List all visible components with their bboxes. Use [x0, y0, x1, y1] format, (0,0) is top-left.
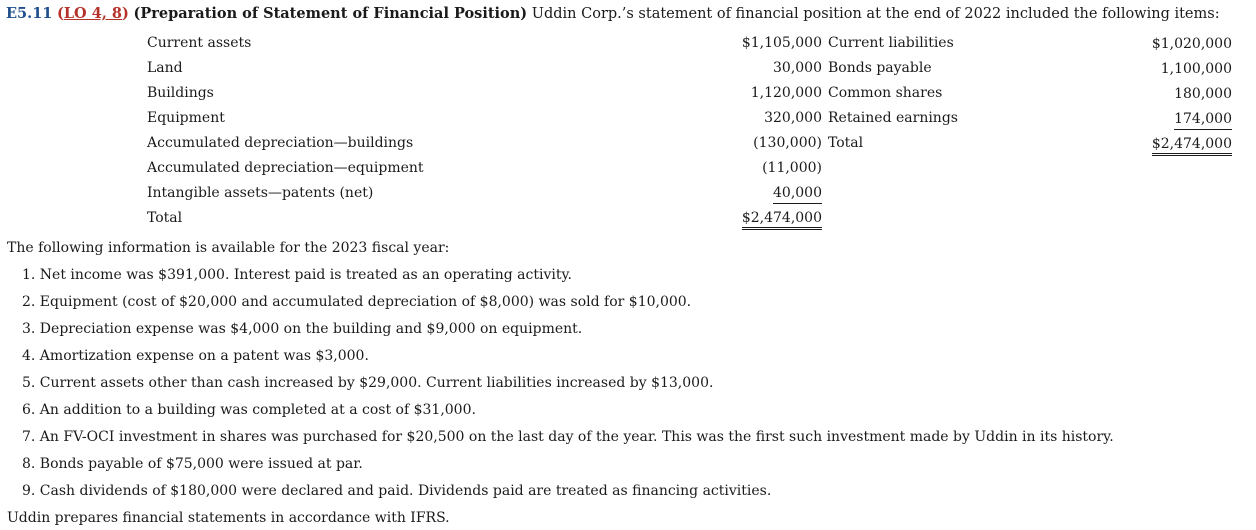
asset-label: Equipment	[147, 110, 225, 126]
assets-total-amount: $2,474,000	[742, 210, 822, 230]
liabilities-equity-total-label: Total	[828, 135, 864, 151]
asset-label: Intangible assets—patents (net)	[147, 185, 374, 201]
assets-total-label: Total	[147, 210, 183, 226]
learning-objective-link[interactable]: LO 4, 8	[63, 5, 123, 22]
asset-amount: (11,000)	[762, 160, 822, 176]
asset-amount: $1,105,000	[741, 35, 822, 51]
liability-amount: $1,020,000	[1151, 36, 1232, 52]
info-item: 3. Depreciation expense was $4,000 on the building and $9,000 on equipment.	[22, 321, 583, 337]
asset-amount: 320,000	[764, 110, 822, 126]
equity-label: Retained earnings	[828, 110, 958, 126]
liability-label: Bonds payable	[828, 60, 932, 76]
info-item: 1. Net income was $391,000. Interest paid is treated as an operating activity.	[22, 267, 572, 283]
asset-amount: 30,000	[773, 60, 822, 76]
asset-amount: 40,000	[773, 185, 822, 204]
asset-label: Buildings	[147, 85, 214, 101]
asset-amount: 1,120,000	[750, 85, 822, 101]
exercise-number: E5.11	[6, 5, 53, 22]
info-item: 9. Cash dividends of $180,000 were declared and paid. Dividends paid are treated as financing activities.	[22, 483, 772, 499]
asset-label: Accumulated depreciation—buildings	[147, 135, 414, 151]
equity-amount: 174,000	[1174, 111, 1232, 130]
info-item: 6. An addition to a building was completed at a cost of $31,000.	[22, 402, 476, 418]
footer-note: Uddin prepares financial statements in accordance with IFRS.	[7, 510, 450, 526]
liabilities-equity-total-amount: $2,474,000	[1152, 136, 1232, 156]
liability-label: Current liabilities	[828, 35, 954, 51]
equity-label: Common shares	[828, 85, 943, 101]
info-item: 5. Current assets other than cash increased by $29,000. Current liabilities increased by $13,000.	[22, 375, 714, 391]
asset-label: Accumulated depreciation—equipment	[147, 160, 424, 176]
equity-amount: 180,000	[1174, 86, 1232, 102]
info-item: 7. An FV-OCI investment in shares was purchased for $20,500 on the last day of the year. This was the first such investment made by Uddin in its history.	[22, 429, 1114, 445]
lo-close-paren: )	[122, 5, 129, 22]
asset-label: Land	[147, 60, 183, 76]
lo-open-paren: (	[56, 5, 64, 22]
exercise-intro: Uddin Corp.’s statement of financial position at the end of 2022 included the following items:	[531, 6, 1220, 22]
info-intro: The following information is available for the 2023 fiscal year:	[7, 240, 450, 256]
exercise-heading	[6, 6, 1220, 22]
info-item: 4. Amortization expense on a patent was $3,000.	[22, 348, 369, 364]
exercise-title: (Preparation of Statement of Financial Position)	[133, 5, 528, 22]
info-item: 2. Equipment (cost of $20,000 and accumulated depreciation of $8,000) was sold for $10,000.	[22, 294, 692, 310]
asset-amount: (130,000)	[753, 135, 822, 151]
asset-label: Current assets	[147, 35, 252, 51]
liability-amount: 1,100,000	[1160, 61, 1232, 77]
info-item: 8. Bonds payable of $75,000 were issued at par.	[22, 456, 363, 472]
